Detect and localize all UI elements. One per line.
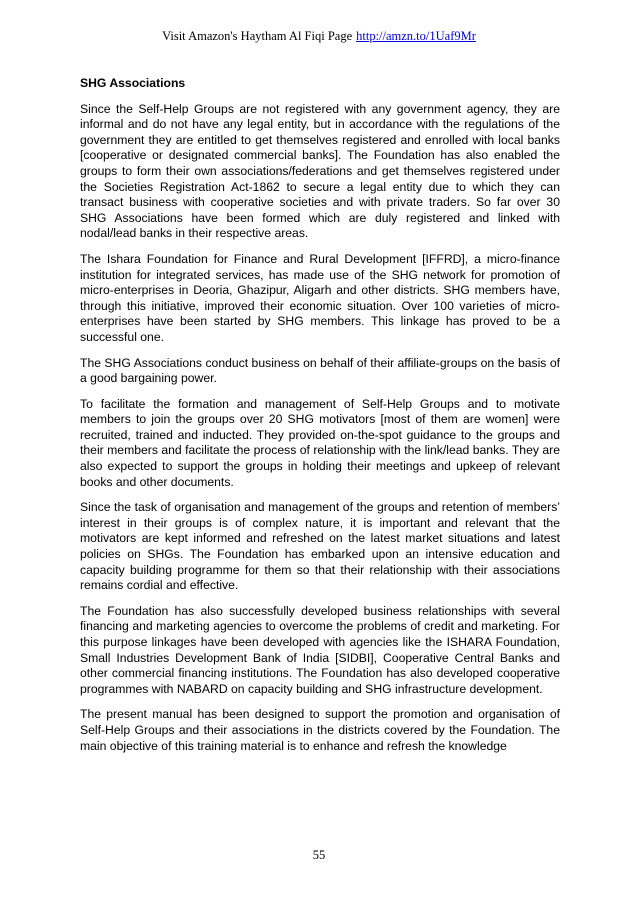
paragraph-1: Since the Self-Help Groups are not registered with any government agency, they are informal and do not have any legal entity, but in accordance with the regulations of the government they are entitled to get themselves registered and enrolled with local banks [cooperative or designated commercial banks]. The Foundation has also enabled the groups to form their own associations/federations and get themselves registered under the Societies Registration Act-1862 to secure a legal entity due to which they can transact business with cooperative societies and with private traders. So far over 30 SHG Associations have been formed which are duly registered and linked with nodal/lead banks in their respective areas. [80, 101, 560, 241]
section-title: SHG Associations [80, 76, 186, 90]
paragraph-2: The Ishara Foundation for Finance and Rural Development [IFFRD], a micro-finance institution for integrated services, has made use of the SHG network for promotion of micro-enterprises in Deoria, Ghazipur, Aligarh and other districts. SHG members have, through this initiative, improved their economic situation. Over 100 varieties of micro-enterprises have been started by SHG members. This linkage has proved to be a successful one. [80, 251, 560, 344]
paragraph-4: To facilitate the formation and management of Self-Help Groups and to motivate members to join the groups over 20 SHG motivators [most of them are women] were recruited, trained and inducted. They provided on-the-spot guidance to the groups and their members and facilitate the process of relationship with the link/lead banks. They are also expected to support the groups in holding their meetings and upkeep of relevant books and other documents. [80, 396, 560, 489]
header-text: Visit Amazon's Haytham Al Fiqi Page [162, 29, 353, 43]
paragraph-3: The SHG Associations conduct business on behalf of their affiliate-groups on the basis of a good bargaining power. [80, 355, 560, 386]
paragraph-6: The Foundation has also successfully developed business relationships with several financing and marketing agencies to overcome the problems of credit and marketing. For this purpose linkages have been developed with agencies like the ISHARA Foundation, Small Industries Development Bank of India [SIDBI], Cooperative Central Banks and other commercial financing institutions. The Foundation has also developed cooperative programmes with NABARD on capacity building and SHG infrastructure development. [80, 603, 560, 696]
paragraph-5: Since the task of organisation and management of the groups and retention of members’ interest in their groups is of complex nature, it is important and relevant that the motivators are kept informed and refreshed on the latest market situations and latest policies on SHGs. The Foundation has embarked upon an intensive education and capacity building programme for them so that their relationship with their associations remains cordial and effective. [80, 500, 560, 593]
paragraph-7: The present manual has been designed to support the promotion and organisation of Self-Help Groups and their associations in the districts covered by the Foundation. The main objective of this training material is to enhance and refresh the knowledge [80, 707, 560, 753]
page-number: 55 [312, 848, 326, 862]
amazon-link[interactable]: http://amzn.to/1Uaf9Mr [356, 29, 476, 43]
page-content [80, 76, 560, 764]
page-header [0, 28, 638, 44]
